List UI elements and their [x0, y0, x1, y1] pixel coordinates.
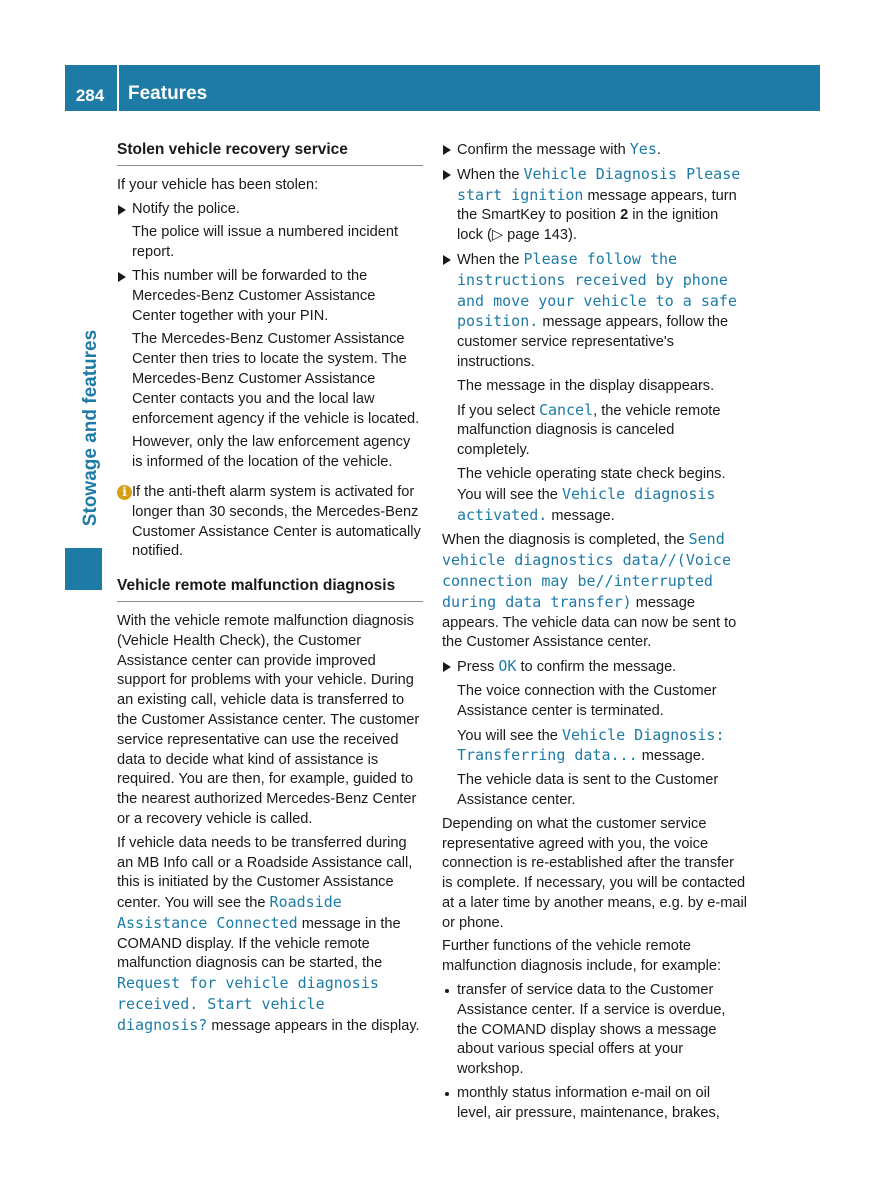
display-message: Vehicle diagnosis activated.	[457, 484, 716, 524]
step-result: If you select Cancel, the vehicle remote malfunction diagnosis is canceled completely.	[457, 400, 721, 459]
side-tab-marker	[65, 548, 102, 590]
page-number: 284	[75, 86, 105, 105]
section-title: Features	[128, 83, 208, 104]
intro-text: If your vehicle has been stolen:	[117, 176, 319, 193]
display-message: Cancel	[538, 400, 594, 419]
left-column	[117, 140, 423, 1041]
display-message: Vehicle Diagnosis Please start ignition	[457, 164, 741, 204]
paragraph: With the vehicle remote malfunction diagnosis (Vehicle Health Check), the Customer Assistance center can provide improved support for problems with your vehicle. During an existing call, vehicle data is transferred to the Customer Assistance center. The customer service representative can use the received data to decide what kind of assistance is required. You are then, for example, guided to the nearest authorized Mercedes-Benz Center or a recovery vehicle is called.	[117, 612, 420, 827]
step-follow-instructions: When the Please follow the instructions received by phone and move your vehicle to a safe position. message appears, follow the customer service representative's instructions.	[442, 250, 748, 373]
step-result: However, only the law enforcement agency is informed of the location of the vehicle.	[132, 434, 411, 471]
paragraph: Further functions of the vehicle remote malfunction diagnosis include, for example:	[442, 938, 722, 975]
display-message: OK	[498, 657, 517, 676]
list-item: monthly status information e-mail on oil level, air pressure, maintenance, brakes,	[442, 1084, 748, 1124]
paragraph: When the diagnosis is completed, the Send vehicle diagnostics data//(Voice connection may be//interrupted during data transfer) message appears. The vehicle data can now be sent to the Customer Assistance center.	[442, 530, 737, 651]
side-tab-label: Stowage and features	[80, 329, 101, 527]
display-message: Send vehicle diagnostics data//(Voice connection may be//interrupted during data transfer)	[442, 530, 731, 611]
right-column	[442, 140, 748, 1128]
display-message: Roadside Assistance Connected	[117, 893, 342, 932]
step-forward-number: This number will be forwarded to the Mercedes-Benz Customer Assistance Center together with your PIN.	[117, 267, 423, 326]
step-notify-police: Notify the police.	[117, 200, 423, 220]
step-result: You will see the Vehicle Diagnosis: Transferring data... message.	[457, 725, 725, 765]
step-confirm-message: Confirm the message with Yes.	[442, 140, 748, 161]
display-message: Vehicle Diagnosis: Transferring data...	[457, 725, 725, 765]
step-result: The vehicle data is sent to the Customer Assistance center.	[457, 772, 719, 808]
info-note: i If the anti-theft alarm system is activated for longer than 30 seconds, the Mercedes-Benz Customer Assistance Center is automatically notified.	[117, 483, 423, 562]
step-result: The voice connection with the Customer Assistance center is terminated.	[457, 682, 717, 719]
step-result: The Mercedes-Benz Customer Assistance Center then tries to locate the system. The Mercedes-Benz Customer Assistance Center contacts you and the local law enforcement agency if the vehicle is located.	[132, 331, 420, 427]
display-message: Please follow the instructions received by phone and move your vehicle to a safe position.	[457, 249, 737, 331]
header-divider	[117, 65, 119, 111]
heading-stolen-vehicle: Stolen vehicle recovery service	[117, 140, 423, 166]
display-message: Yes	[629, 140, 657, 158]
paragraph: Depending on what the customer service representative agreed with you, the voice connection is re-established after the transfer is complete. If necessary, you will be contacted at a later time by another means, e.g. by e-mail or phone.	[442, 815, 747, 931]
step-result: The police will issue a numbered incident report.	[132, 224, 399, 261]
list-item: transfer of service data to the Customer Assistance center. If a service is overdue, the COMAND display shows a message about various special offers at your workshop.	[442, 981, 748, 1080]
heading-remote-diagnosis: Vehicle remote malfunction diagnosis	[117, 576, 423, 602]
step-result: The vehicle operating state check begins. You will see the Vehicle diagnosis activated. message.	[457, 465, 726, 524]
step-start-ignition: When the Vehicle Diagnosis Please start ignition message appears, turn the SmartKey to position 2 in the ignition lock (▷ page 143).	[442, 165, 748, 246]
display-message: Request for vehicle diagnosis received. Start vehicle diagnosis?	[117, 974, 379, 1034]
info-icon: i	[117, 485, 132, 500]
paragraph: If vehicle data needs to be transferred during an MB Info call or a Roadside Assistance call, this is initiated by the Customer Assistance center. You will see the Roadside Assistance Connected message in the COMAND display. If the vehicle remote malfunction diagnosis can be started, the Request for vehicle diagnosis received. Start vehicle diagnosis? message appears in the display.	[117, 834, 420, 1034]
step-press-ok: Press OK to confirm the message.	[442, 657, 748, 678]
step-result: The message in the display disappears.	[457, 377, 715, 394]
